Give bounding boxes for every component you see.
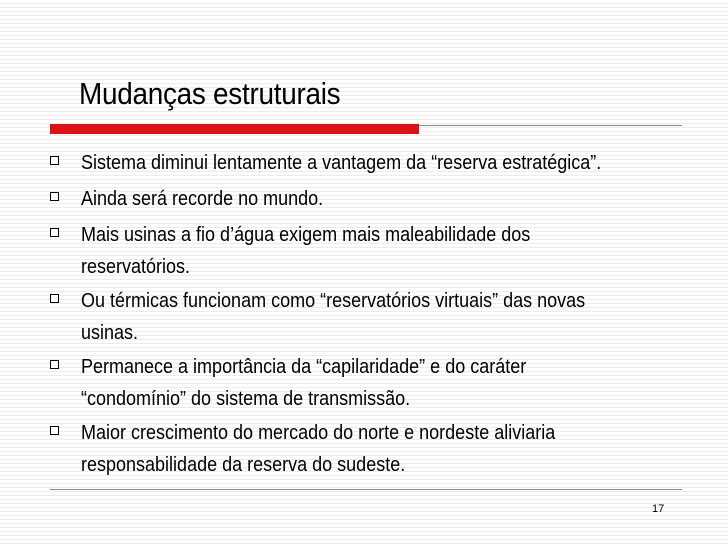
bullet-line: responsabilidade da reserva do sudeste. [81, 454, 406, 476]
slide-title: Mudanças estruturais [79, 76, 341, 111]
square-bullet-icon [50, 426, 59, 435]
bullet-line: Ou térmicas funcionam como “reservatórios virtuais” das novas [81, 290, 586, 312]
square-bullet-icon [50, 360, 59, 369]
title-accent-bar [50, 124, 419, 134]
footer-divider [50, 489, 682, 490]
square-bullet-icon [50, 294, 59, 303]
bullet-line: Ainda será recorde no mundo. [81, 188, 324, 210]
page-number: 17 [652, 503, 665, 515]
bullet-line: “condomínio” do sistema de transmissão. [81, 388, 411, 410]
bullet-line: reservatórios. [81, 256, 191, 278]
bullet-line: Permanece a importância da “capilaridade” e do caráter [81, 356, 527, 378]
bullet-line: usinas. [81, 322, 139, 344]
square-bullet-icon [50, 228, 59, 237]
bullet-line: Sistema diminui lentamente a vantagem da “reserva estratégica”. [81, 152, 602, 174]
bullet-line: Maior crescimento do mercado do norte e nordeste aliviaria [81, 422, 556, 444]
bullet-line: Mais usinas a fio d’água exigem mais maleabilidade dos [81, 224, 531, 246]
square-bullet-icon [50, 192, 59, 201]
square-bullet-icon [50, 156, 59, 165]
